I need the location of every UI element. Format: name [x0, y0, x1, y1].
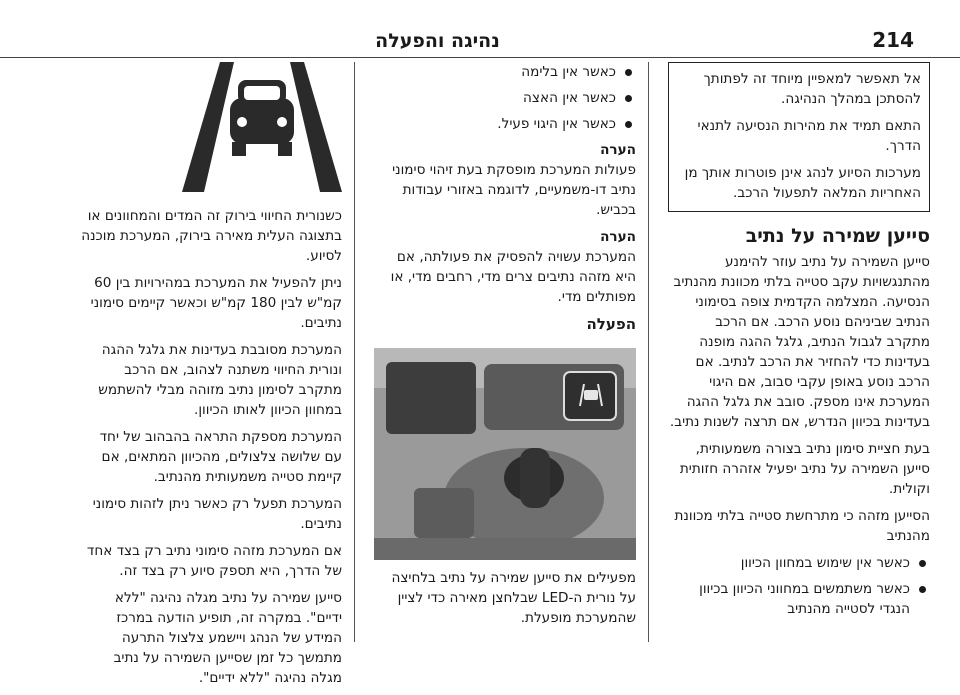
note-text: פעולות המערכת מופסקת בעת זיהוי סימוני נתיב דו-משמעיים, לדוגמה באזורי עבודות בכביש.: [392, 162, 636, 218]
page-title: נהיגה והפעלה: [375, 30, 500, 52]
note-text: המערכת עשויה להפסיק את פעולתה, אם היא מזהה נתיבים צרים מדי, רחבים מדי, או מפותלים מדי.: [390, 249, 636, 305]
list-item: כאשר אין שימוש במחוון הכיוון: [668, 553, 930, 573]
right-column: [668, 62, 930, 625]
paragraph: סייען שמירה על נתיב מגלה נהיגה "ללא ידיים". במקרה זה, תופיע הודעה במרכז המידע של הנהג ויישמע צלצול התרעה מתמשך כל זמן שסייען השמירה על נתיב מגלה נהיגה "ללא ידיים".: [113, 590, 342, 686]
paragraph: המערכת תפעל רק כאשר ניתן לזהות סימוני נתיבים.: [92, 496, 342, 532]
paragraph: הסייען מזהה כי מתרחשת סטייה בלתי מכוונת מהנתיב: [674, 508, 930, 544]
page-number: 214: [872, 28, 914, 52]
middle-column: [374, 62, 636, 635]
section-heading: סייען שמירה על נתיב: [745, 225, 930, 247]
list-item: כאשר אין האצה: [374, 88, 636, 108]
list-item: כאשר אין בלימה: [374, 62, 636, 82]
paragraph: ניתן להפעיל את המערכת במהירויות בין 60 קמ"ש לבין 180 קמ"ש וכאשר קיימים סימוני נתיבים.: [90, 275, 342, 331]
photo-caption: מפעילים את סייען שמירה על נתיב בלחיצה על נורית ה-LED שבלחצן מאירה כדי לציין שהמערכת מופעלת.: [391, 570, 636, 626]
header-divider: [0, 57, 960, 58]
list-item: כאשר משתמשים במחווני הכיוון בכיוון הנגדי לסטייה מהנתיב: [668, 579, 930, 619]
console-photo: [374, 348, 636, 560]
note-label: הערה: [600, 229, 636, 245]
paragraph: אם המערכת מזהה סימוני נתיב רק בצד אחד של הדרך, היא תספק סיוע רק בצד זה.: [86, 543, 342, 579]
paragraph: כשנורית החיווי בירוק זה המדים והמחוונים או בתצוגה העלית מאירה בירוק, המערכת מוכנה לסיוע.: [81, 208, 342, 264]
list-item: כאשר אין היגוי פעיל.: [374, 114, 636, 134]
subheading: הפעלה: [586, 315, 636, 333]
warning-paragraph: אל תאפשר למאפיין מיוחד זה לפתותך להסתכן במהלך הנהיגה.: [703, 71, 921, 107]
paragraph: המערכת מספקת התראה בהבהוב של יחד עם שלושה צלצולים, מהכיוון המתאים, אם קיימת סטייה משמעותית מהנתיב.: [99, 429, 342, 485]
warning-paragraph: מערכות הסיוע לנהג אינן פוטרות אותך מן האחריות המלאה לתפעול הרכב.: [684, 165, 921, 201]
paragraph: סייען השמירה על נתיב עוזר להימנע מהתנגשויות עקב סטייה בלתי מכוונת מהנתיב הנסיעה. המצלמה הקדמית צופה בסימוני הנתיב שביניהם נוסע הרכב. אם הרכב מתקרב לגבול הנתיב, גלגל ההגה מופנה בעדינות כדי להחזיר את הרכב לנתיב. אם הרכב נוסע באופן עקבי סבוב, אם היגוי המערכת אינו מספק. סובב את גלגל ההגה בעדינות בכיוון הנדרש, אם תרצה לשנות נתיב.: [669, 254, 930, 430]
column-divider-left: [354, 62, 355, 642]
warning-paragraph: התאם תמיד את מהירות הנסיעה לתנאי הדרך.: [697, 118, 921, 154]
paragraph: המערכת מסובבת בעדינות את גלגל ההגה ונורית החיווי משתנה לצהוב, אם הרכב מתקרב לסימון נתיב מזוהה מבלי להשתמש במחוון הכיוון לאותו הכיוון.: [98, 342, 342, 418]
left-column: [80, 62, 342, 695]
paragraph: בעת חציית סימון נתיב בצורה משמעותית, סייען השמירה על נתיב יפעיל אזהרה חזותית וקולית.: [679, 441, 930, 497]
note-label: הערה: [600, 142, 636, 158]
console-illustration: [374, 348, 636, 560]
warning-box: [668, 62, 930, 212]
lane-assist-icon: [182, 62, 342, 192]
column-divider-right: [648, 62, 649, 642]
